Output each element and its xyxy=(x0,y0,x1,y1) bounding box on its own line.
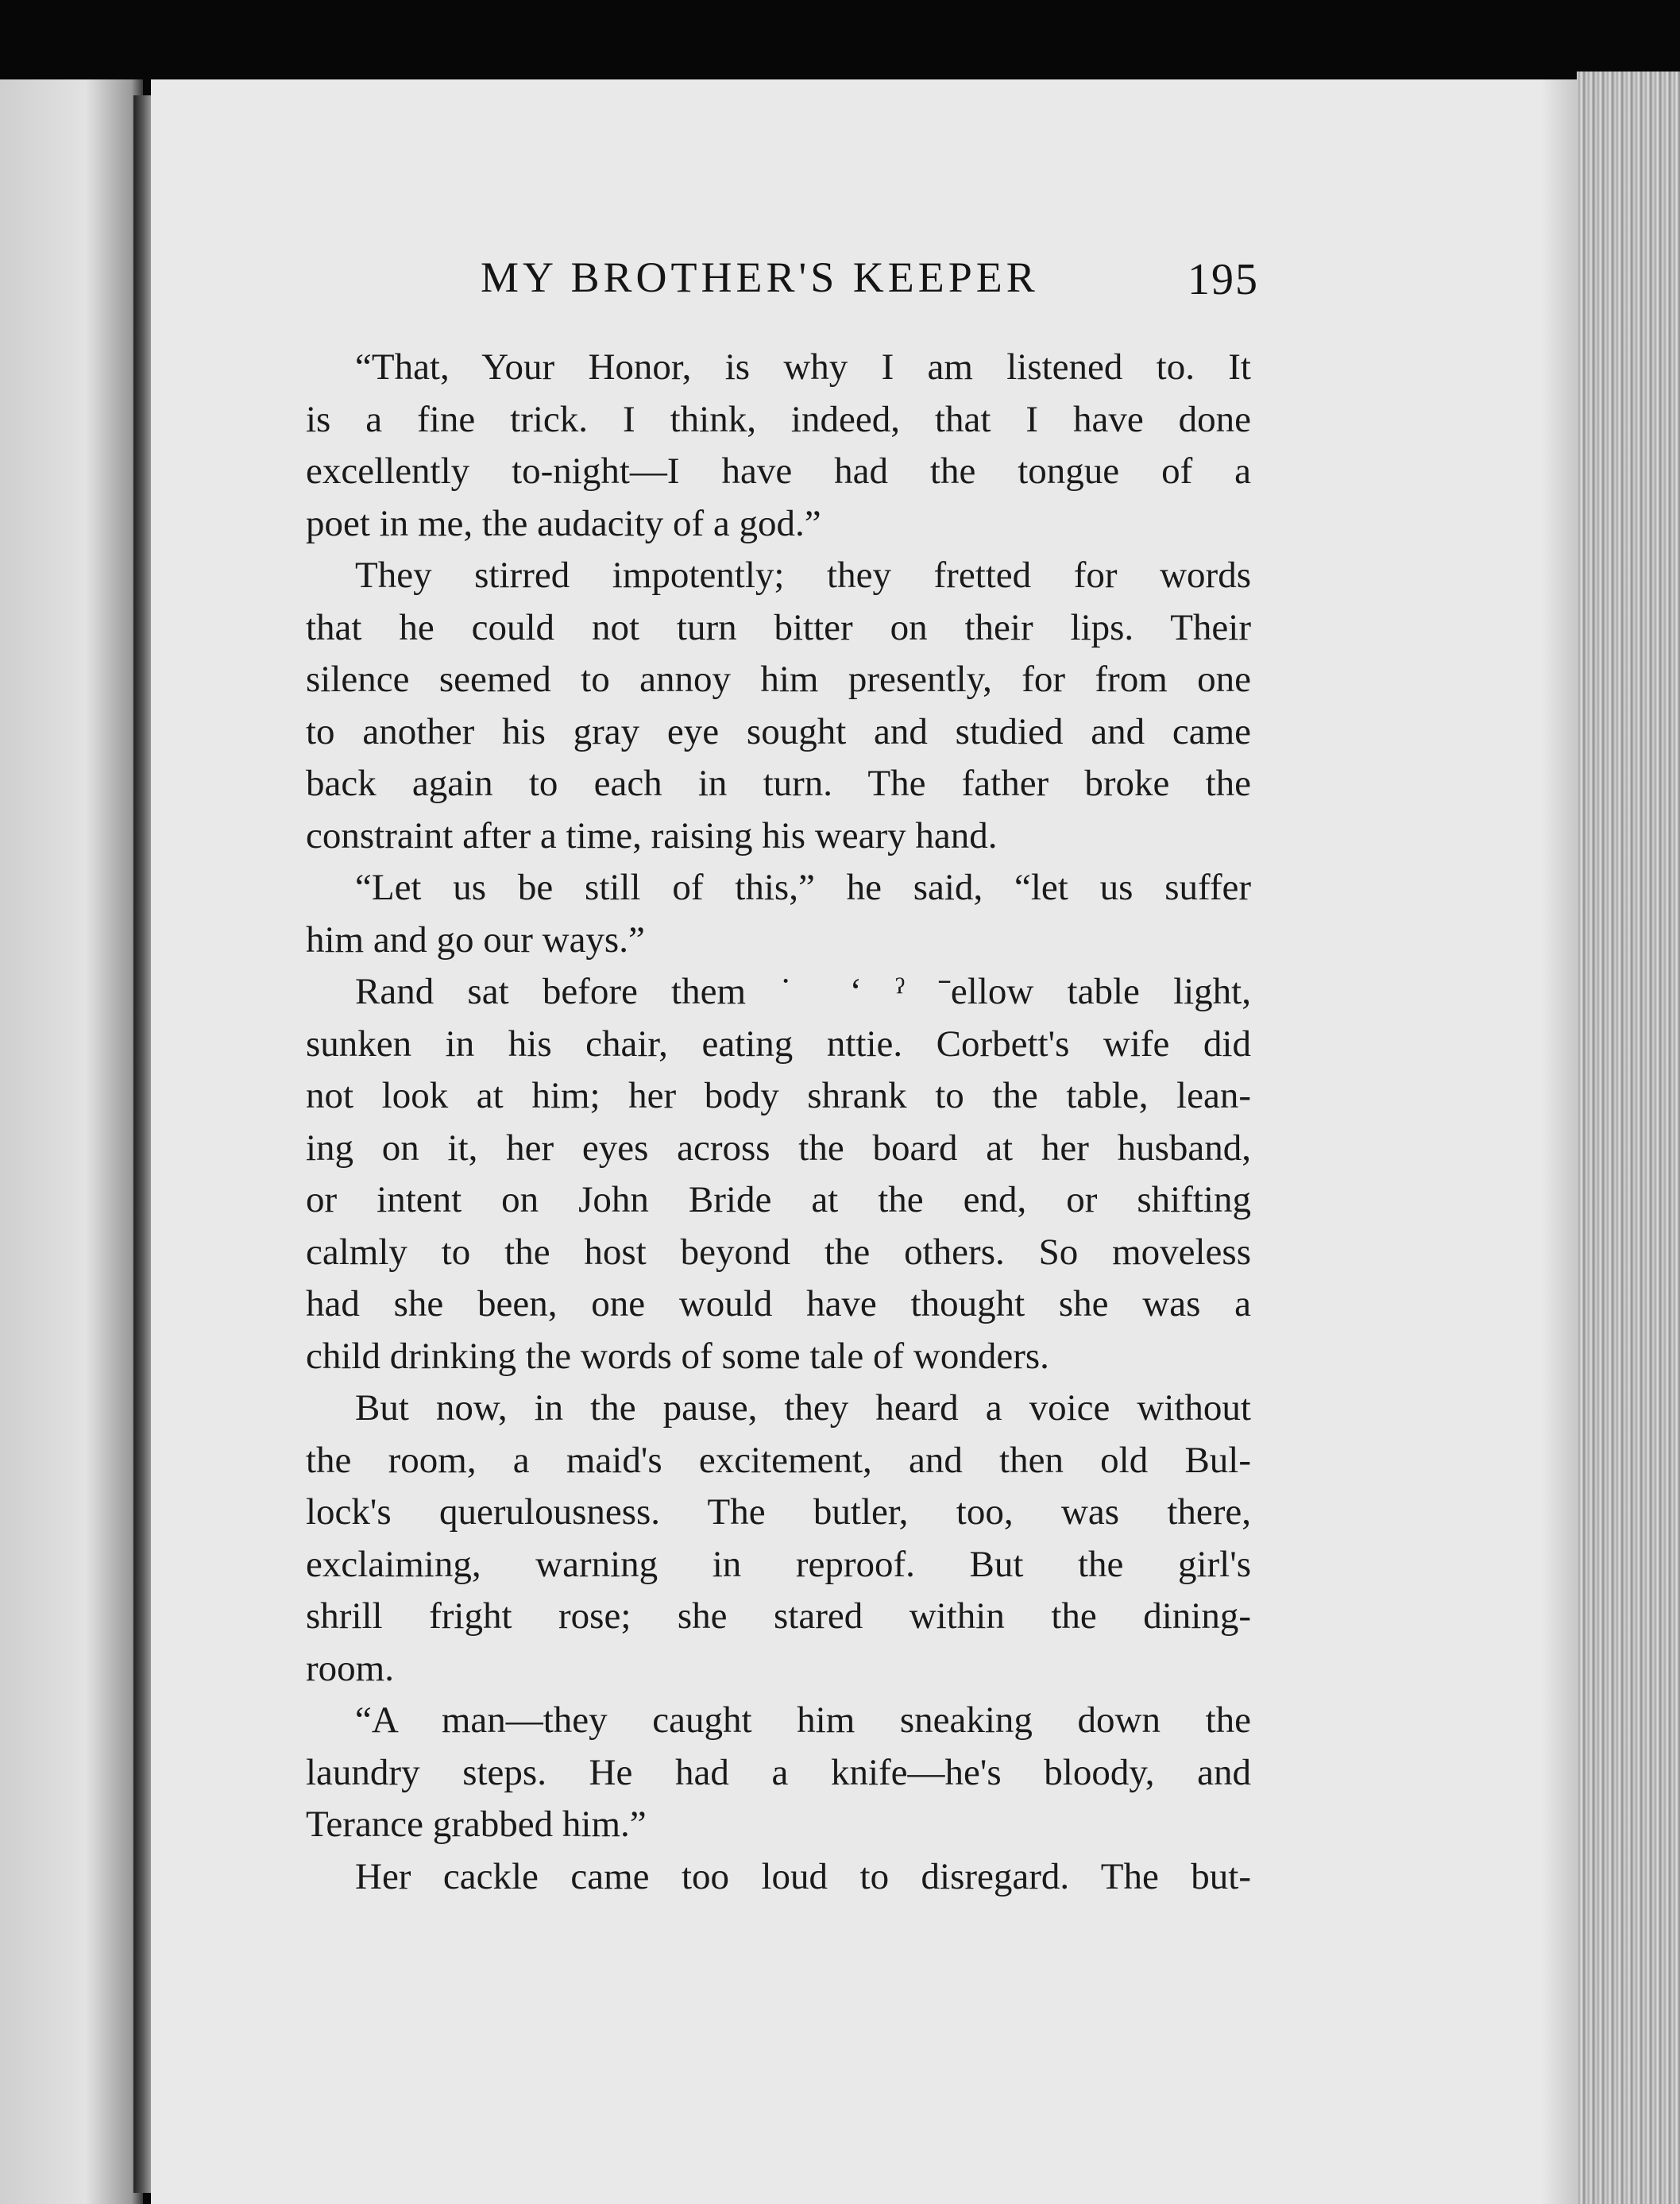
text-line: lock's querulousness. The butler, too, was there, xyxy=(306,1491,1251,1533)
text-line: is a fine trick. I think, indeed, that I have done xyxy=(306,398,1251,440)
text-line: calmly to the host beyond the others. So moveless xyxy=(306,1231,1251,1273)
text-line: “Let us be still of this,” he said, “let us suffer xyxy=(355,867,1251,908)
text-line: laundry steps. He had a knife—he's bloody, and xyxy=(306,1751,1251,1793)
text-line: had she been, one would have thought she was a xyxy=(306,1283,1251,1324)
running-title: MY BROTHER'S KEEPER xyxy=(481,253,1039,301)
text-line: that he could not turn bitter on their lips. Their xyxy=(306,606,1251,648)
text-line: the room, a maid's excitement, and then old Bul- xyxy=(306,1439,1251,1481)
text-line: constraint after a time, raising his weary hand. xyxy=(306,814,998,856)
text-line: silence seemed to annoy him presently, for from one xyxy=(306,659,1251,700)
text-line: not look at him; her body shrank to the table, lean- xyxy=(306,1075,1251,1116)
text-line: Terance grabbed him.” xyxy=(306,1804,647,1845)
text-line: “A man—they caught him sneaking down the xyxy=(355,1699,1251,1741)
page-number: 195 xyxy=(1188,255,1259,304)
text-line: child drinking the words of some tale of wonders. xyxy=(306,1335,1049,1377)
left-page-edge xyxy=(0,79,143,2204)
body-text xyxy=(306,342,1251,1903)
right-page-edges xyxy=(1577,72,1680,2204)
text-line: room. xyxy=(306,1647,394,1689)
text-line: or intent on John Bride at the end, or shifting xyxy=(306,1179,1251,1220)
text-line: sunken in his chair, eating nttie. Corbett's wife did xyxy=(306,1023,1251,1065)
text-line: ing on it, her eyes across the board at her husband, xyxy=(306,1127,1251,1169)
text-line: him and go our ways.” xyxy=(306,918,645,961)
text-line: back again to each in turn. The father broke the xyxy=(306,763,1251,804)
text-line: poet in me, the audacity of a god.” xyxy=(306,502,821,544)
text-line: “That, Your Honor, is why I am listened to. It xyxy=(355,346,1251,388)
text-line: But now, in the pause, they heard a voice without xyxy=(355,1387,1251,1429)
text-line: shrill fright rose; she stared within the dining- xyxy=(306,1595,1251,1637)
text-line: to another his gray eye sought and studied and came xyxy=(306,710,1251,752)
text-line: They stirred impotently; they fretted for words xyxy=(355,555,1251,596)
text-line: Her cackle came too loud to disregard. The but- xyxy=(355,1855,1251,1897)
page-header xyxy=(306,253,1259,316)
text-line: exclaiming, warning in reproof. But the girl's xyxy=(306,1543,1251,1585)
text-line: excellently to-night—I have had the tongue of a xyxy=(306,450,1251,492)
text-line: Rand sat before them ˙ ‘ ˀ ˉellow table light, xyxy=(355,971,1251,1012)
